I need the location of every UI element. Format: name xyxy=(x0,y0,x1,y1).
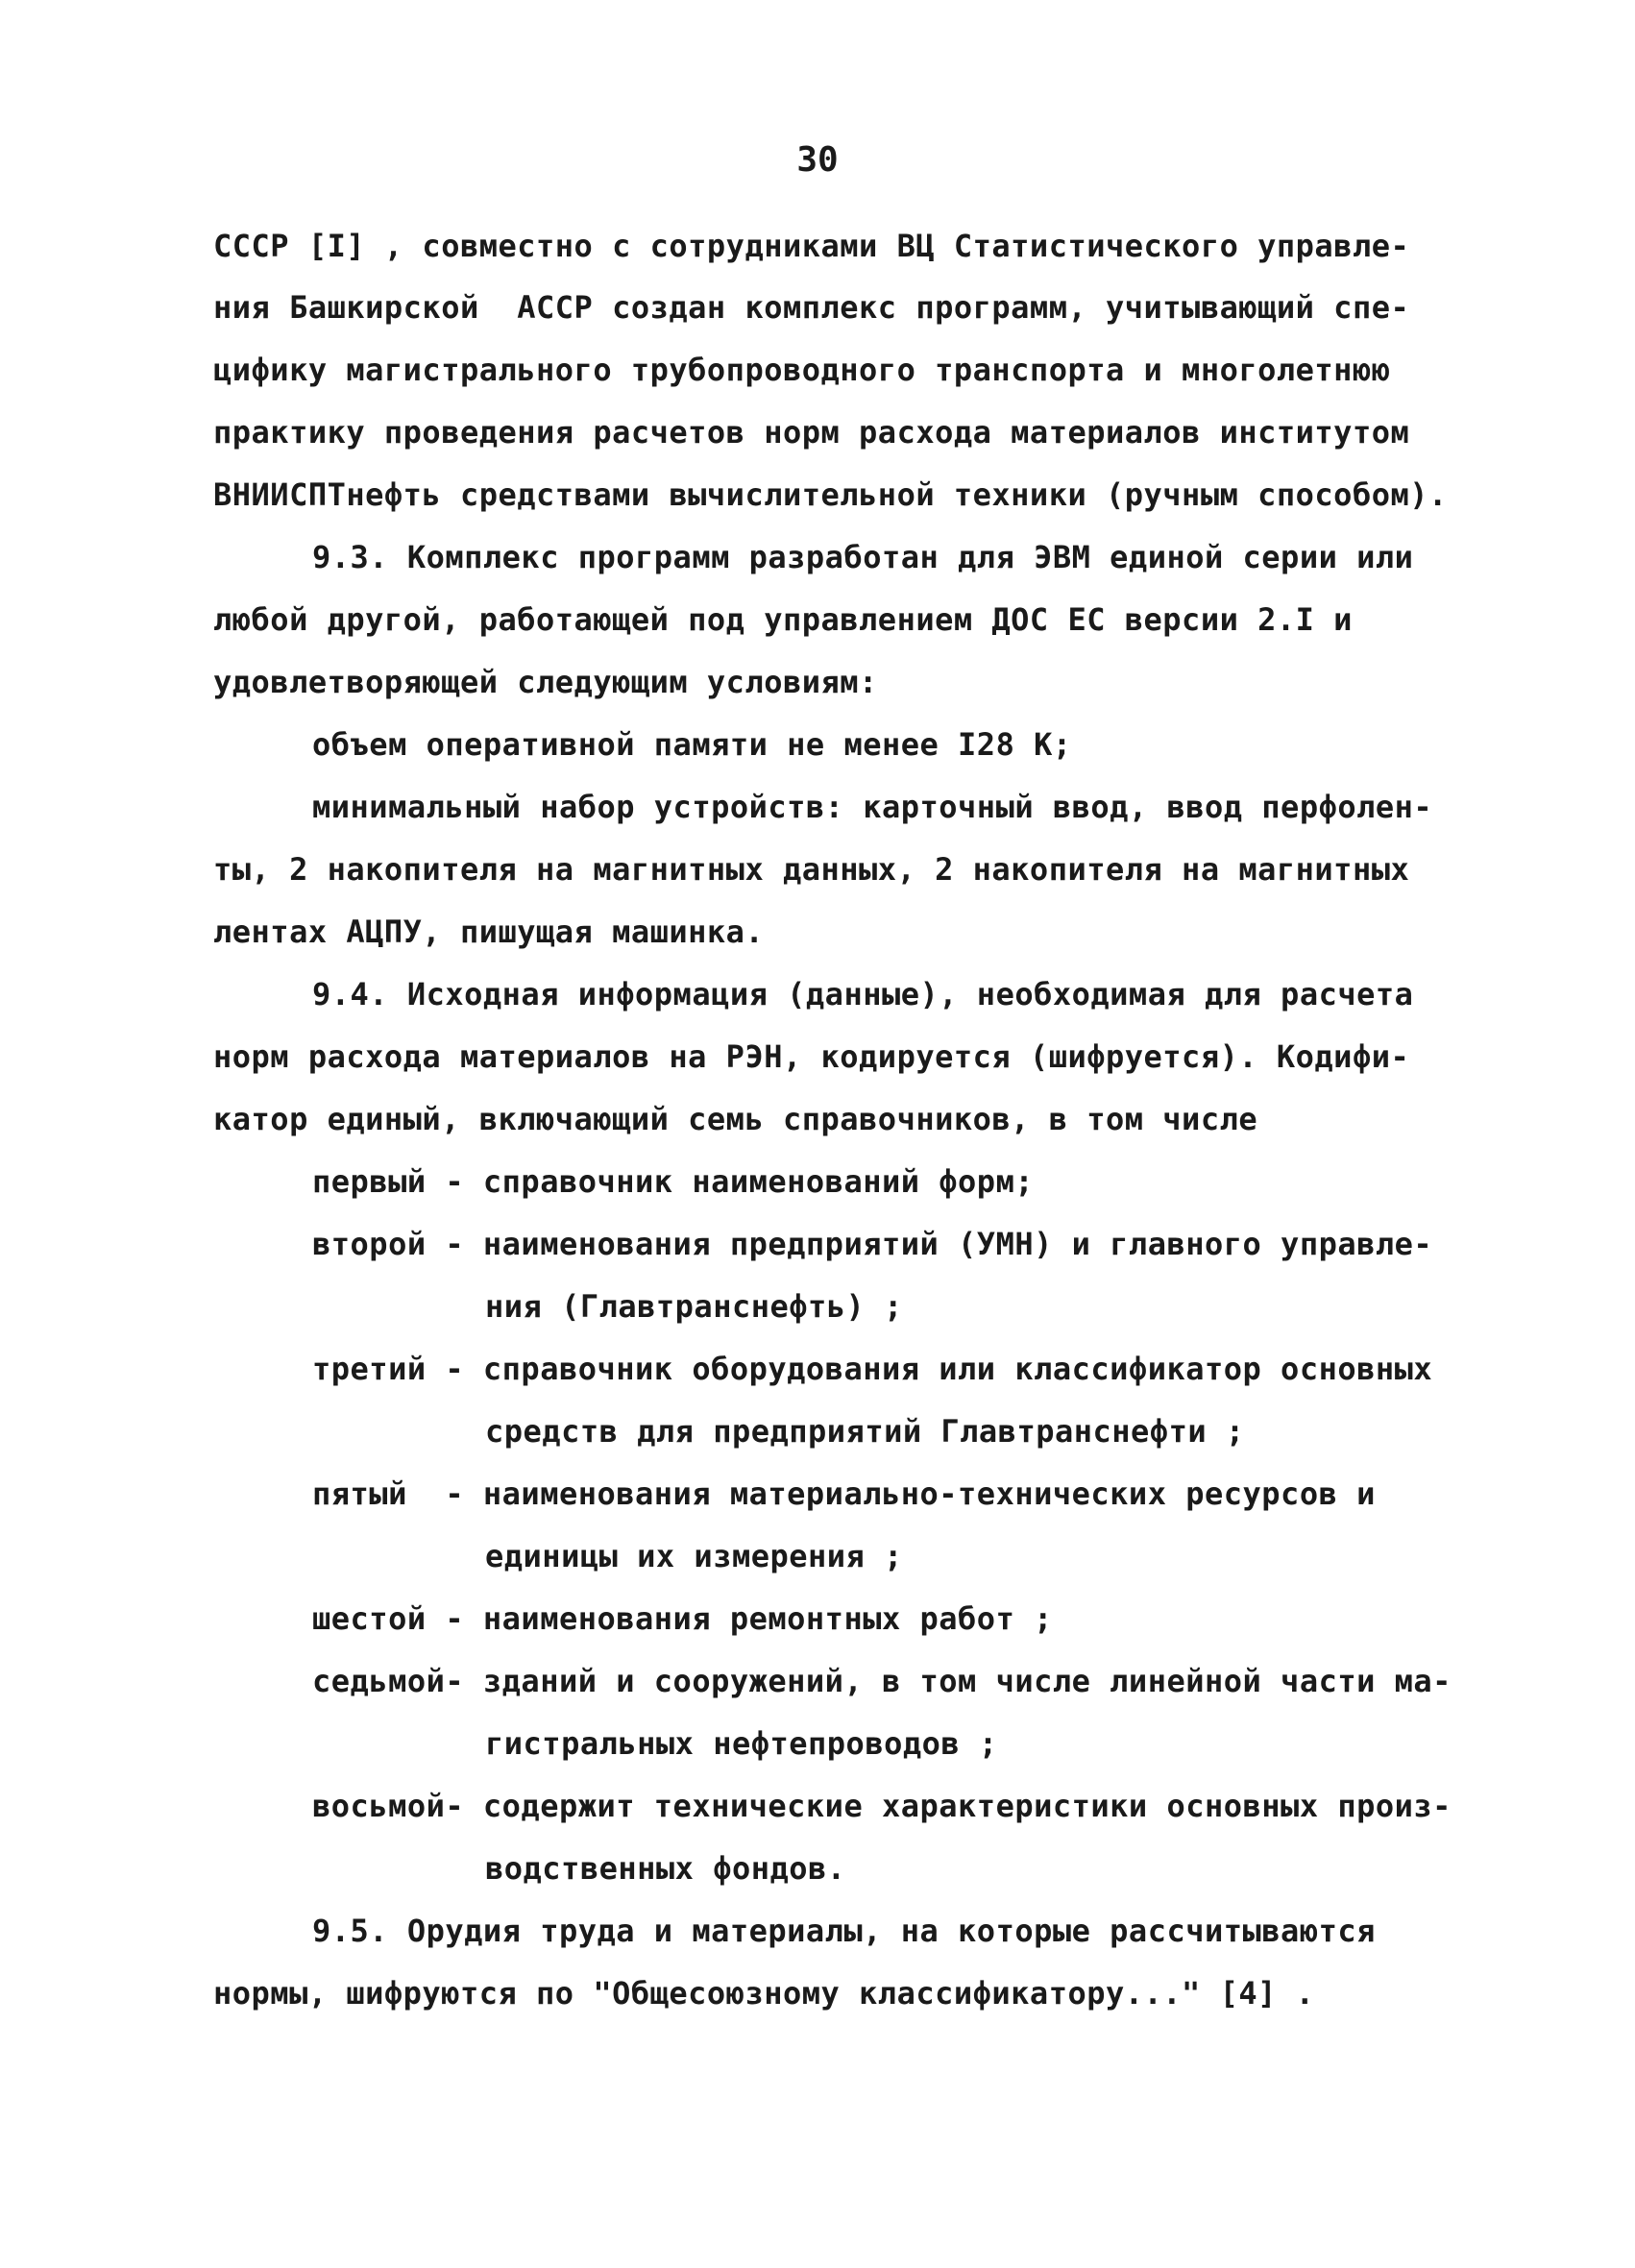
text-line: 9.4. Исходная информация (данные), необходимая для расчета xyxy=(312,976,1414,1012)
text-line: ния Башкирской АССР создан комплекс программ, учитывающий спе- xyxy=(213,289,1410,326)
list-item: восьмой- содержит технические характеристики основных произ- xyxy=(312,1788,1452,1824)
text-line: 9.3. Комплекс программ разработан для ЭВМ единой серии или xyxy=(312,539,1414,575)
text-line: катор единый, включающий семь справочников, в том числе xyxy=(213,1101,1258,1137)
list-item: первый - справочник наименований форм; xyxy=(312,1163,1035,1200)
text-line: лентах АЦПУ, пишущая машинка. xyxy=(213,914,765,950)
text-line: объем оперативной памяти не менее I28 К; xyxy=(312,726,1072,763)
text-line: любой другой, работающей под управлением ДОС ЕС версии 2.I и xyxy=(213,601,1353,638)
list-item-continuation: единицы их измерения ; xyxy=(485,1538,903,1574)
list-item: шестой - наименования ремонтных работ ; xyxy=(312,1600,1053,1637)
text-line: норм расхода материалов на РЭН, кодируется (шифруется). Кодифи- xyxy=(213,1038,1410,1075)
list-item-continuation: ния (Главтранснефть) ; xyxy=(485,1288,903,1325)
text-line: цифику магистрального трубопроводного транспорта и многолетнюю xyxy=(213,352,1391,388)
list-item: третий - справочник оборудования или классификатор основных xyxy=(312,1351,1433,1387)
list-item-continuation: гистральных нефтепроводов ; xyxy=(485,1725,998,1762)
text-line: ВНИИСПТнефть средствами вычислительной техники (ручным способом). xyxy=(213,476,1448,513)
list-item: второй - наименования предприятий (УМН) и главного управле- xyxy=(312,1226,1433,1262)
list-item-continuation: водственных фондов. xyxy=(485,1850,846,1887)
list-item: пятый - наименования материально-технических ресурсов и xyxy=(312,1475,1376,1512)
text-line: практику проведения расчетов норм расхода материалов институтом xyxy=(213,414,1410,451)
text-line: СССР [I] , совместно с сотрудниками ВЦ Статистического управле- xyxy=(213,228,1410,264)
list-item: седьмой- зданий и сооружений, в том числе линейной части ма- xyxy=(312,1663,1452,1699)
text-line: ты, 2 накопителя на магнитных данных, 2 накопителя на магнитных xyxy=(213,851,1410,888)
text-line: удовлетворяющей следующим условиям: xyxy=(213,664,878,700)
page-number: 30 xyxy=(796,140,839,180)
text-line: 9.5. Орудия труда и материалы, на которые рассчитываются xyxy=(312,1913,1376,1949)
text-line: нормы, шифруются по "Общесоюзному классификатору..." [4] . xyxy=(213,1975,1315,2012)
list-item-continuation: средств для предприятий Главтранснефти ; xyxy=(485,1413,1245,1450)
text-line: минимальный набор устройств: карточный ввод, ввод перфолен- xyxy=(312,789,1433,825)
